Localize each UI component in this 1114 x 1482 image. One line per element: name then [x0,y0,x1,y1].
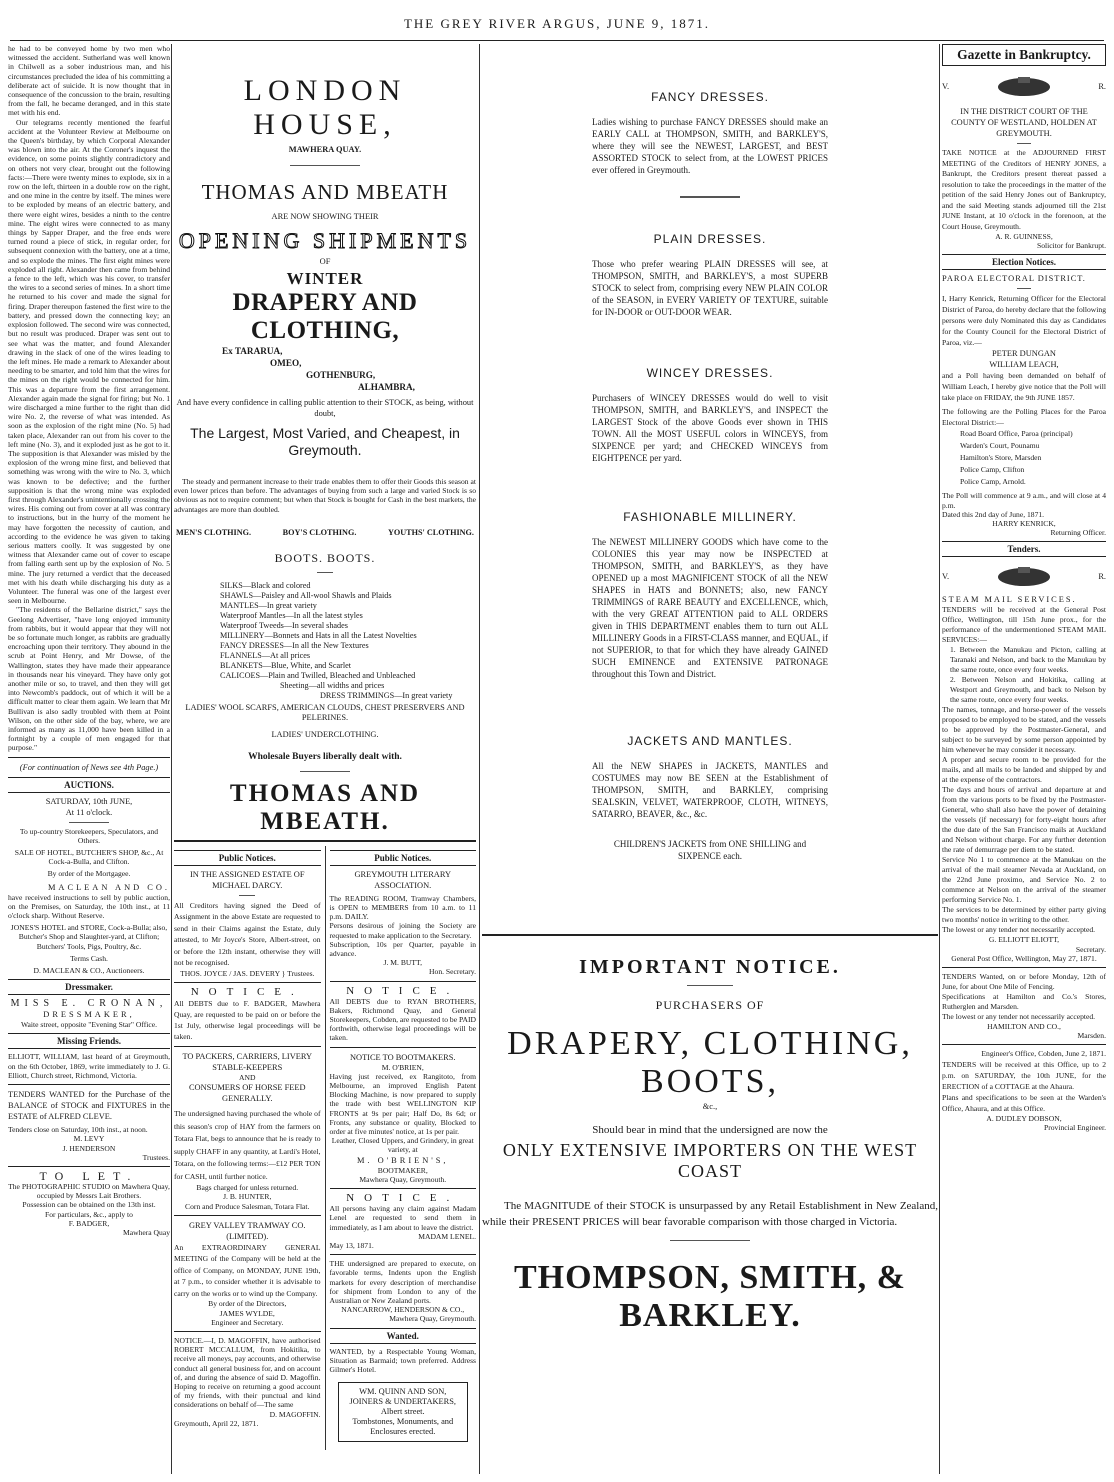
drapery-clothing-boots: DRAPERY, CLOTHING, BOOTS, [507,1025,913,1100]
polling-places-heading: The following are the Polling Places for the Paroa Electoral District:— [942,407,1106,428]
auction-time: At 11 o'clock. [65,807,113,817]
tolet-address: Mawhera Quay [122,1227,170,1237]
obrien-text: Having just received, ex Rangitoto, from Melbourne, an improved English Patent Blocking Machine, is now prepared to supply the trade with best WELLINGTON KIP FRONTS at 9s per pair; Half Do, 8s 6d; or Fronts, any substance or quality, Blocked to order at five minutes' notice, at 1s per pair. [329,1071,476,1137]
millinery-text: The NEWEST MILLINERY GOODS which have come to the COLONIES this year may now be INSPECTED at THOMPSON, SMITH, and BARKLEY'S, as they have OPENED up a most MAGNIFICENT STOCK of all the NEW SHAPES in HATS and BONNETS; also, new FANCY TRIMMINGS of RARE BEAUTY and EXCELLENCE, which, with the very GREAT ATTENTION paid to ALL ORDERS given in THIS DEPARTMENT enables them to turn out ALL MILLINERY Goods in a FIRST-CLASS manner, and EQUAL, if not SUPERIOR, to that for which they have already GAINED SUCH EMINENCE and EXTENSIVE PATRONAGE throughout this Town and District. [592,537,828,679]
london-house-title: LONDON HOUSE, [243,74,407,141]
bootmakers-heading: NOTICE TO BOOTMAKERS. [349,1052,456,1062]
paroa-heading: PAROA ELECTORAL DISTRICT. [942,274,1086,284]
service-start-text: Service No 1 to commence at the Manukau on the arrival of the mail steamer Nevada at Auckland, on the 22nd June proximo, and Service No. 2 to commence at Nelson on the arrival of the steamer performing Service No. 1. [942,855,1106,905]
column-divider [171,44,172,1474]
literary-text: Subscription, 10s per Quarter, payable in advance. [329,939,476,959]
elliott-role: Secretary. [1075,944,1106,954]
lenel-notice: All persons having any claim against Madam Lenel are requested to send them in immediately, as I am about to leave the district. [329,1204,476,1232]
lenel-date: May 13, 1871. [329,1240,374,1250]
tolet-possession: Possession can be obtained on the 13th inst. [22,1200,156,1210]
bootmaker-text: BOOTMAKER, [377,1165,428,1175]
nancarrow-notice: THE undersigned are prepared to execute, on favorable terms, Indents upon the English markets for every description of merchandise for shipment from London to any of the Australian or New Zealand ports. [329,1259,476,1305]
only-importers-text: ONLY EXTENSIVE IMPORTERS ON THE WEST COAST [502,1140,918,1181]
jackets-text: All the NEW SHAPES in JACKETS, MANTLES and COSTUMES may now BE SEEN at the Establishment of THOMPSON, SMITH, and BARKLEY, comprising SEALSKIN, VELVET, WATERPROOF, CLOTH, WITNEYS, SATARRO, BEAVER, &c., &c. [592,761,828,819]
polling-place: Road Board Office, Paroa (principal) [960,429,1073,439]
mawhera-quay: MAWHERA QUAY. [288,145,362,154]
millinery-heading: FASHIONABLE MILLINERY. [623,510,797,524]
notice-heading: NOTICE. [346,984,460,997]
dressmaker-address: Waite street, opposite "Evening Star" Office. [21,1020,157,1030]
steam-mail-heading: STEAM MAIL SERVICES. [942,595,1077,605]
clothing-item: BOY'S CLOTHING. [282,527,357,537]
auction-text: have received instructions to sell by public auction, on the Premises, on Saturday, the 10th inst., at 11 o'clock sharp. Without Reserve. [8,892,170,921]
clothing-item: YOUTHS' CLOTHING. [387,527,474,537]
specifications-text: Specifications at Hamilton and Co.'s Stores, Rutherglen and Marsden. [942,992,1106,1012]
bear-in-mind-text: Should bear in mind that the undersigned are now the [592,1124,828,1136]
column-thompson-smith-barkley [482,44,938,1482]
goods-item: Waterproof Tweeds—In several shades [220,620,348,630]
ship-name: ALHAMBRA, [358,382,415,392]
dressmaker-name: MISS E. CRONAN, [10,998,168,1010]
fencing-tender: TENDERS Wanted, on or before Monday, 12th of June, for about One Mile of Fencing. [942,972,1106,992]
guinness-role: Solicitor for Bankrupt. [1037,241,1106,251]
purchasers-text: PURCHASERS OF [655,998,765,1012]
public-notices [174,846,476,1450]
take-notice-text: TAKE NOTICE at the ADJOURNED FIRST MEETING of the Creditors of HENRY JONES, a Bankrupt, the Creditors present thereat passed a resolution to take the proceedings in the matter of the petition of the said Henry Jones out of Bankruptcy, and the said Meeting stands adjourned till the 21st JUNE Instant, at 10 o'clock in the forenoon, at the Court House, Greymouth. [942,148,1106,231]
section-heading: Dressmaker. [8,979,170,995]
polling-place: Hamilton's Store, Marsden [960,453,1042,463]
hunter-role: Corn and Produce Salesman, Totara Flat. [185,1201,310,1211]
confidence-text: And have every confidence in calling public attention to their STOCK, as being, without doubt, [176,398,474,418]
service-one: 1. Between the Manukau and Picton, calling at Taranaki and Nelson, and back to the Manukau by the same route, once every four weeks. [950,645,1106,675]
tolet-text: The PHOTOGRAPHIC STUDIO on Mawhera Quay, occupied by Messrs Lait Brothers. [8,1181,170,1201]
goods-item: MANTLES—In great variety [220,600,317,610]
ship-name: OMEO, [270,358,302,368]
nancarrow-signature: NANCARROW, HENDERSON & CO., [341,1305,465,1315]
header-rule [10,40,1104,41]
wholesale-text: Wholesale Buyers liberally dealt with. [248,751,402,762]
and-text: AND [239,1073,256,1083]
lowest-tender-text: The lowest or any tender not necessarily accepted. [942,925,1096,935]
notice-heading: NOTICE. [190,986,304,999]
fancy-dresses-text: Ladies wishing to purchase FANCY DRESSES should make an EARLY CALL at THOMPSON, SMITH, and BARKLEY'S, where they will see the NEWEST, LARGEST, and BEST ASSORTED STOCK to select from, at the LOWEST PRICES ever offered in Greymouth. [592,117,828,175]
plain-dresses-heading: PLAIN DRESSES. [653,232,767,246]
literary-heading: GREYMOUTH LITERARY ASSOCIATION. [354,869,452,890]
candidate-name: PETER DUNGAN [992,349,1056,359]
gazette-heading: Gazette in Bankruptcy. [942,44,1106,66]
literary-text: The READING ROOM, Tramway Chambers, is OPEN to MEMBERS from 10 a.m. to 11 p.m. DAILY. [329,893,476,922]
obrien-name: M. O'BRIEN, [381,1062,424,1072]
ship-name: Ex TARARUA, [222,346,283,356]
determination-text: The services to be determined by either party giving two months' notice in writing to the other. [942,905,1106,925]
drapery-heading: DRAPERY AND CLOTHING, [232,289,418,344]
engineer-office-date: Engineer's Office, Cobden, June 2, 1871. [981,1049,1106,1059]
firm-name: THOMAS AND MBEATH [201,180,449,204]
notice-heading: NOTICE. [346,1192,460,1205]
tenders-text: TENDERS WANTED for the Purchase of the BALANCE of STOCK and FIXTURES in the ESTATE of ALFRED CLEVE. [8,1090,170,1122]
kenrick-role: Returning Officer. [1050,528,1106,538]
goods-item: SILKS—Black and colored [220,580,311,590]
goods-item: MILLINERY—Bonnets and Hats in all the Latest Novelties [220,630,417,640]
steam-mail-text: TENDERS will be received at the General Post Office, Wellington, till 15th June prox., for the performance of the undermentioned STEAM MAIL SERVICES:— [942,605,1106,645]
public-notices-right [325,846,477,1450]
dressmaker-trade: DRESSMAKER, [43,1010,135,1020]
literary-text: Persons desirous of joining the Society are requested to make application to the Secretary. [329,921,476,940]
clothing-item: MEN'S CLOTHING. [176,527,252,537]
hamilton-name: HAMILTON AND CO., [987,1022,1061,1032]
goods-item: Sheeting—all widths and prices [280,680,385,690]
section-heading: AUCTIONS. [8,777,170,793]
goods-item: DRESS TRIMMINGS—In great variety [320,690,453,700]
quinn-trade: JOINERS & UNDERTAKERS, [349,1397,457,1407]
packers-heading: TO PACKERS, CARRIERS, LIVERY STABLE-KEEPERS [182,1052,313,1073]
vr-letter: R. [1098,81,1106,91]
column-divider [939,44,940,1474]
tolet-particulars: For particulars, &c., apply to [45,1209,133,1219]
mawhera-address: Mawhera Quay, Greymouth. [359,1174,447,1184]
important-notice-heading: IMPORTANT NOTICE. [579,956,841,978]
page-header [0,6,1114,36]
tolet-heading: TO LET. [39,1168,139,1183]
magoffin-date: Greymouth, April 22, 1871. [174,1418,259,1428]
wylde-role: Engineer and Secretary. [211,1317,284,1327]
largest-heading: The Largest, Most Varied, and Cheapest, in Greymouth. [190,425,460,458]
elliott-name: G. ELLIOTT ELIOTT, [988,935,1060,945]
nancarrow-address: Mawhera Quay, Greymouth. [389,1314,476,1324]
missing-text: ELLIOTT, WILLIAM, last heard of at Greymouth, on the 6th October, 1869, write immediately to J. G. Elliott, Church street, Richmond, Victoria. [8,1052,170,1080]
wanted-text: WANTED, by a Respectable Young Woman, Situation as Barmaid; town preferred. Address Gilmer's Hotel. [329,1346,476,1374]
court-title: IN THE DISTRICT COURT OF THE COUNTY OF WESTLAND, HOLDEN AT GREYMOUTH. [951,107,1097,138]
royal-crest-icon [994,564,1054,588]
column-divider [479,44,480,1474]
obriens-name: M. O'BRIEN'S, [356,1155,449,1165]
royal-arms-row [942,560,1106,592]
guinness-name: A. R. GUINNESS, [995,232,1053,241]
goods-item: Waterproof Mantles—In all the latest styles [220,610,363,620]
news-paragraph: Our telegrams recently mentioned the fearful accident at the Volunteer Review at Melbourne on the Queen's birthday, by which Corporal Alexander was blown into the air. At the Coroner's inquest the evidence, on some points slightly contradictory and on others not very clear, brought out the following facts:—There were twenty mines to explode, six in a row on the left, thirteen in a double row on the right, and one mine in the centre by itself. The mines were to be exploded by means of an electric battery, and there were eight wires, besides a ninth to the centre mine. The eight wires were connected to as many things by Sapper Draper, and the free ends were turned round a piece of stick, in regular order, for subsequent connexion with the battery, one at a time, and so explode the mines. The first eight mines were exploded all right. Alexander then came from behind a fence to the left, which was his cover, to transfer the wires to a second series of mines. In a short time he returned to his cover and made the signal for firing. Draper thereupon fastened the first wire to the battery, and pressed down the connecting key; an explosion followed. The second wire was connected, but no result was produced. Draper was sent out to see what was the matter, and found Alexander drawing in the slack of one of the wires leading to the left mines. He made a remark to Alexander about needing to be smarter, and told him that the wires for the mines on the right would be connected for him. This was a departure from the first arrangement. Alexander again made the signal for firing; but No. 1 wire discharged a mine further to the right than did wire No. 2, the reverse of what was intended. As soon as the explosion of the right mine (No. 5) had taken place, Alexander ran out from his cover to the left mine (No. 3), and it exploded just as he got to it. The supposition is that Alexander was misled by the explosion of the wrong mine first, and believed that something was wrong with the wire to No. 3, which was known to be defective; and the further supposition is that the wrong mine was exploded first through Alexander's unintentionally crossing the wires. His coming out from cover at all was contrary to instructions, but in the hurry of the moment he may have forgotten the necessity of caution, and according to the evidence he was given to taking serious matters coolly. It was suggested by one witness that Alexander came out of cover to escape from falling earth sent up by the explosion of No. 5 mine. The jury returned a verdict that the deceased met with his death while discharging his duty as a Volunteer. The funeral was one of the largest ever seen in Melbourne. [8,117,170,606]
steady-text: The steady and permanent increase to their trade enables them to offer their Goods this season at even lower prices than before. The advantages of buying from such a large and varied Stock is so obvious as not to require comment; but when that Stock is bought for Cash in the best markets, the advantages are more than doubled. [174,477,476,514]
goods-item: FLANNELS—At all prices [220,650,311,660]
tramway-text: An EXTRAORDINARY GENERAL MEETING of the Company will be held at the office of Company, on MONDAY, JUNE 19th, at 7 p.m., to consider whether it is advisable to carry on the works or to wind up the Company. [174,1242,321,1298]
wincey-dresses-text: Purchasers of WINCEY DRESSES would do well to visit THOMPSON, SMITH, and BARKLEY'S, and INSPECT the LARGEST Stock of the above Goods ever shown in THIS TOWN. All the MOST USEFUL colors in WINCEYS, from SIXPENCE per yard; and CHECKED WINCEYS from EIGHTPENCE per yard. [592,393,828,463]
wincey-dresses-heading: WINCEY DRESSES. [646,366,774,380]
candidate-name: WILLIAM LEACH, [989,360,1059,370]
firm-name-large: THOMAS AND MBEATH. [229,779,421,835]
badger-notice: All DEBTS due to F. BADGER, Mawhera Quay, are requested to be paid on or before the 1st July, otherwise legal proceedings will be taken. [174,999,321,1042]
polling-place: Warden's Court, Pounamu [960,441,1040,451]
clothing-row [176,528,474,537]
goods-item: BLANKETS—Blue, White, and Scarlet [220,660,352,670]
cottage-tender: TENDERS will be received at this Office, up to 2 p.m. on SATURDAY, the 10th JUNE, for the ERECTION of a COTTAGE at the Ahaura. [942,1059,1106,1091]
goods-item: CALICOES—Plain and Twilled, Bleached and Unbleached [220,670,416,680]
section-heading: Public Notices. [330,850,477,866]
section-heading: Election Notices. [942,254,1106,270]
auction-to: To up-country Storekeepers, Speculators, and Others. [19,826,159,845]
polling-places [942,428,1106,488]
vr-letter: V. [942,571,950,581]
polling-place: Police Camp, Arnold. [960,477,1026,487]
etc-text: &c., [702,1102,718,1111]
column-gazette [942,44,1106,1482]
vessels-text: The names, tonnage, and horse-power of the vessels proposed to be employed to be stated, and the vessels to be approved by the Postmaster-General, and subject to be surveyed by some person appointed by him whenever he may consider it necessary. [942,705,1106,755]
vr-letter: R. [1098,571,1106,581]
consumers-heading: CONSUMERS OF HORSE FEED GENERALLY. [188,1083,306,1104]
section-heading: Tenders. [942,541,1106,557]
poll-hours: The Poll will commence at 9 a.m., and will close at 4 p.m. [942,491,1106,510]
auction-signature: D. MACLEAN & CO., Auctioneers. [33,966,145,976]
opening-shipments: OPENING SHIPMENTS [178,228,472,253]
trustee-role: Trustees. [142,1152,170,1162]
bags-text: Bags charged for unless returned. [196,1183,299,1193]
news-paragraph: "The residents of the Bellarine district," says the Geelong Advertiser, "have long enjoyed immunity from rabbits, but it would appear that they will not be so fortunate much longer, as rabbits are gradually encroaching upon their territory. They abound in the scrub at Point Henry, and Mr Dowse, of the Wallington, states they have made their appearance in thousands near his vineyard. They have only got another mile or so, to travel, and then they will get into Newcomb's paddock, out of which it will be a difficult matter to clear them again. We learn that Mr Bullivan is also sadly troubled with them at Point Wilson, on the other side of the bay, where, we are informed as many as 11,000 have been killed in a fortnight by a couple of men engaged for that purpose." [8,605,170,753]
thompson-smith-barkley: THOMPSON, SMITH, & BARKLEY. [513,1259,907,1334]
gpo-date: General Post Office, Wellington, May 27, 1871. [951,953,1097,963]
goods-list [174,581,476,701]
polling-place: Police Camp, Clifton [960,465,1025,475]
mail-room-text: A proper and secure room to be provided for the mails, and all mails to be landed and shipped by and at the expense of the contractors. [942,755,1106,785]
lenel-signature: MADAM LENEL. [418,1231,476,1241]
jackets-heading: JACKETS AND MANTLES. [627,734,793,748]
tramway-heading: GREY VALLEY TRAMWAY CO. (LIMITED). [189,1220,306,1241]
magoffin-signature: D. MAGOFFIN. [269,1409,321,1419]
service-two: 2. Between Nelson and Hokitika, calling at Westport and Greymouth, and back to Nelson by the same route, once every four weeks. [950,675,1106,705]
estate-text: All Creditors having signed the Deed of Assignment in the above Estate are requested to send in their Claims against the Estate, duly attested, to Mr Joyce's Store, Albert-street, on or before the 12th instant, otherwise they will not be recognised. [174,900,321,968]
leather-text: Leather, Closed Uppers, and Grindery, in great variety, at [331,1136,474,1155]
trustee-name: J. HENDERSON [62,1143,116,1153]
public-notices-left [174,846,321,1450]
auction-date: SATURDAY, 10th JUNE, [45,796,133,806]
tolet-signature: F. BADGER, [68,1218,110,1228]
ship-name: GOTHENBURG, [306,370,376,380]
butt-name: J. M. BUTT, [383,958,422,968]
section-heading: Wanted. [330,1328,477,1344]
quinn-box [338,1382,469,1442]
column-news [8,44,170,1482]
vr-letter: V. [942,81,950,91]
ship-list [174,345,476,393]
estate-title: IN THE ASSIGNED ESTATE OF MICHAEL DARCY. [189,869,305,890]
hunter-name: J. B. HUNTER, [223,1192,272,1202]
goods-item: SHAWLS—Paisley and All-wool Shawls and Plaids [220,590,392,600]
auction-order: By order of the Mortgagee. [47,869,131,879]
tenders-close: Tenders close on Saturday, 10th inst., at noon. [8,1125,148,1135]
masthead-title: THE GREY RIVER ARGUS, JUNE 9, 1871. [403,16,711,31]
dated-text: Dated this 2nd day of June, 1871. [942,509,1045,519]
dobson-role: Provincial Engineer. [1044,1122,1106,1132]
lowest-tender-text: The lowest or any tender not necessarily accepted. [942,1012,1096,1022]
plans-text: Plans and specifications to be seen at the Warden's Office, Ahaura, and at this Office. [942,1092,1106,1113]
showing-text: ARE NOW SHOWING THEIR [271,212,379,221]
tramway-order: By order of the Directors, [208,1299,287,1309]
wylde-name: JAMES WYLDE, [219,1308,275,1318]
auction-hotel: JONES'S HOTEL and STORE, Cock-a-Bulla; also, Butcher's Shop and Slaughter-yard, at Clifton; Butchers' Tools, Pigs, Poultry, &c. [10,923,168,951]
quinn-address: Albert street. [380,1407,425,1417]
childrens-jackets-text: CHILDREN'S JACKETS from ONE SHILLING and SIXPENCE each. [613,839,807,861]
news-paragraph: he had to be conveyed home by two men who witnessed the accident. Sutherland was well known in Chilwell as a sober industrious man, and his circumstances precluded the idea of his committing a deliberate act of suicide. It is now thought that in consequence of the concussion to the brain, resulting from the fall, he became deranged, and in this state met with his end. [8,44,170,118]
poll-notice: and a Poll having been demanded on behalf of William Leach, I hereby give notice that the Poll will take place on FRIDAY, the 9th JUNE 1857. [942,371,1106,403]
kenrick-name: HARRY KENRICK, [992,519,1056,529]
dobson-name: A. DUDLEY DOBSON, [986,1113,1062,1123]
trustee-name: M. LEVY [73,1134,105,1144]
hamilton-place: Marsden. [1077,1031,1106,1041]
plain-dresses-text: Those who prefer wearing PLAIN DRESSES will see, at THOMPSON, SMITH, and BARKLEY'S, a most SUPERB STOCK to select from, comprising every NEW PLAIN COLOR of the SEASON, in EVERY VARIETY OF TEXTURE, suitable for IN-DOOR or OUT-DOOR WEAR. [592,259,828,317]
butt-role: Hon. Secretary. [429,967,476,977]
fancy-dresses-heading: FANCY DRESSES. [651,90,769,104]
goods-item: FANCY DRESSES—In all the New Textures [220,640,369,650]
continuation-note: (For continuation of News see 4th Page.) [19,762,159,772]
magoffin-notice: NOTICE.—I, D. MAGOFFIN, have authorised ROBERT MCCALLUM, from Hokitika, to receive all moneys, pay accounts, and otherwise conduct all general business for, and on account of, and during the absence of said D. Magoffin. Hoping to receive on returning a good account of my friends, with their punctual and kind considerations on behalf of—The same [174,1335,321,1410]
scarfs-text: LADIES' WOOL SCARFS, AMERICAN CLOUDS, CHEST PRESERVERS AND PELERINES. [185,702,465,722]
quinn-name: WM. QUINN AND SON, [359,1387,447,1397]
column-london-house [174,44,476,1482]
royal-crest-icon [994,74,1054,98]
hay-notice: The undersigned having purchased the whole of this season's crop of HAY from the farmers on Totara Flat, begs to announce that he is ready to supply CHAFF in any quantity, at Lardi's Hotel, Totara, on the following terms:—£12 PER TON for CASH, until further notice. [174,1109,321,1181]
royal-arms-row [942,70,1106,102]
quinn-services: Tombstones, Monuments, and Enclosures erected. [352,1417,454,1437]
auction-terms: Terms Cash. [70,953,108,963]
of-text: OF [319,257,331,266]
auction-firm: MACLEAN AND CO. [47,882,170,892]
days-hours-text: The days and hours of arrival and departure at and from the various ports to be fixed by the Postmaster-General, who shall also have the power of detaining the vessels (if necessary) for forty-eight hours after the due date of the San Francisco mails at Auckland and Nelson without charge. For any further detention the rate of demurrage per diem to be stated. [942,785,1106,855]
winter-heading: WINTER [286,269,364,288]
auction-sale: SALE OF HOTEL, BUTCHER'S SHOP, &c., At Cock-a-Bulla, and Clifton. [14,848,164,867]
section-heading: Missing Friends. [8,1033,170,1049]
section-heading: Public Notices. [174,850,321,866]
boots-heading: BOOTS. BOOTS. [274,550,376,565]
kenrick-declaration: I, Harry Kenrick, Returning Officer for the Electoral District of Paroa, do hereby declare that the following persons were duly Nominated this day as Candidates for the County Council for the Electoral District of Paroa, viz.— [942,294,1106,348]
magnitude-text: The MAGNITUDE of their STOCK is unsurpassed by any Retail Establishment in New Zealand, while their PRESENT PRICES will bear favorable comparison with those charged in Victoria. [482,1200,938,1228]
estate-signature: THOS. JOYCE / JAS. DEVERY } Trustees. [180,968,315,978]
underclothing-text: LADIES' UNDERCLOTHING. [271,729,379,739]
ryan-notice: All DEBTS due to RYAN BROTHERS, Bakers, Richmond Quay, and General Storekeepers, Cobden, are requested to be PAID forthwith, otherwise legal proceedings will be taken. [329,996,476,1043]
